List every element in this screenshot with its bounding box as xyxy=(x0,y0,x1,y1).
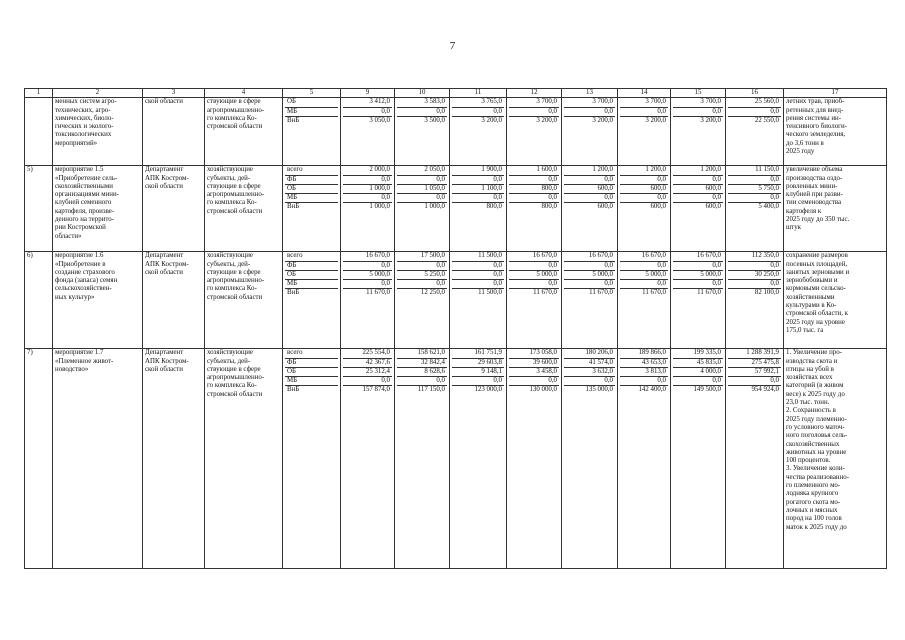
amount: 0,0 xyxy=(620,176,668,185)
amount: 173 058,0 xyxy=(509,349,559,358)
table-body xyxy=(25,98,887,569)
amount: 1 000,0 xyxy=(343,185,392,194)
funding-source-label: ВнБ xyxy=(287,289,300,297)
amount: 600,0 xyxy=(673,185,723,194)
amount: 600,0 xyxy=(597,203,613,211)
amount: 17 500,0 xyxy=(397,252,447,261)
funding-source-label: ОБ xyxy=(285,185,338,194)
amount: 0,0 xyxy=(728,176,781,185)
amount: 3 765,0 xyxy=(452,98,504,107)
amount: 1 900,0 xyxy=(452,166,504,175)
amount: 0,0 xyxy=(343,194,392,203)
header-cell: 5 xyxy=(283,89,341,98)
amount: 0,0 xyxy=(397,176,447,185)
amount: 0,0 xyxy=(620,377,668,386)
amount: 82 100,0 xyxy=(754,289,779,297)
value-cell xyxy=(507,166,562,252)
value-cell xyxy=(618,252,671,349)
measure-name: мероприятие 1.7 «Племенное живот- новодство» xyxy=(53,349,143,569)
value-cell xyxy=(341,98,395,166)
amount: 0,0 xyxy=(452,108,504,117)
value-cell xyxy=(671,98,726,166)
amount: 0,0 xyxy=(673,176,723,185)
header-cell: 2 xyxy=(53,89,143,98)
amount: 3 700,0 xyxy=(673,98,723,107)
amount: 43 653,0 xyxy=(620,359,668,368)
amount: 0,0 xyxy=(564,108,615,117)
amount: 0,0 xyxy=(343,108,392,117)
amount: 600,0 xyxy=(650,203,666,211)
value-cell xyxy=(726,349,784,569)
participants: хозяйствующие субъекты, дей- ствующие в сфере агропромышленно- го комплекса Ко- стромской области xyxy=(205,166,283,252)
value-cell xyxy=(671,166,726,252)
row-number: 5) xyxy=(25,166,53,252)
amount: 0,0 xyxy=(728,194,781,203)
amount: 0,0 xyxy=(728,108,781,117)
amount: 0,0 xyxy=(673,262,723,271)
amount: 0,0 xyxy=(564,377,615,386)
executor: Департамент АПК Костром- ской области xyxy=(143,349,205,569)
executor: ской области xyxy=(143,98,205,166)
funding-source xyxy=(283,166,341,252)
value-cell xyxy=(618,98,671,166)
participants: хозяйствующие субъекты, дей- ствующие в сфере агропромышленно- го комплекса Ко- стромской области xyxy=(205,252,283,349)
amount: 800,0 xyxy=(509,185,559,194)
amount: 0,0 xyxy=(397,194,447,203)
executor: Департамент АПК Костром- ской области xyxy=(143,252,205,349)
amount: 3 200,0 xyxy=(645,116,666,124)
program-table xyxy=(24,88,887,569)
funding-source-label: МБ xyxy=(285,280,338,289)
amount: 0,0 xyxy=(673,377,723,386)
header-cell: 16 xyxy=(726,89,784,98)
expected-result: увеличение объема производства оздо- ровленных мини- клубней при разви- тии семеноводства картофеля к 2025 году до 350 тыс. штук xyxy=(784,166,887,252)
amount: 0,0 xyxy=(564,262,615,271)
amount: 11 670,0 xyxy=(366,289,390,297)
amount: 11 670,0 xyxy=(533,289,557,297)
value-cell xyxy=(726,166,784,252)
funding-source-label: всего xyxy=(285,252,338,261)
amount: 9 148,1 xyxy=(452,368,504,377)
amount: 5 250,0 xyxy=(397,271,447,280)
amount: 29 603,8 xyxy=(452,359,504,368)
amount: 41 574,0 xyxy=(564,359,615,368)
amount: 135 000,0 xyxy=(585,386,613,394)
value-cell xyxy=(450,349,507,569)
header-cell: 13 xyxy=(562,89,618,98)
header-cell: 4 xyxy=(205,89,283,98)
amount: 130 000,0 xyxy=(529,386,557,394)
amount: 157 874,0 xyxy=(362,386,390,394)
value-cell xyxy=(507,252,562,349)
amount: 1 050,0 xyxy=(397,185,447,194)
amount: 0,0 xyxy=(509,377,559,386)
column-number-header xyxy=(25,89,887,98)
amount: 3 583,0 xyxy=(397,98,447,107)
amount: 0,0 xyxy=(673,280,723,289)
amount: 3 200,0 xyxy=(700,116,721,124)
funding-source-label: ФБ xyxy=(285,176,338,185)
measure-name: мероприятие 1.6 «Приобретение в создание страхового фонда (запаса) семян сельскохозяйствен- ных культур» xyxy=(53,252,143,349)
value-cell xyxy=(562,98,618,166)
header-cell: 9 xyxy=(341,89,395,98)
value-cell xyxy=(671,252,726,349)
funding-source xyxy=(283,98,341,166)
amount: 800,0 xyxy=(541,203,557,211)
amount: 0,0 xyxy=(343,377,392,386)
amount: 22 550,0 xyxy=(754,116,779,124)
amount: 5 000,0 xyxy=(620,271,668,280)
amount: 199 335,0 xyxy=(673,349,723,358)
amount: 4 000,0 xyxy=(673,368,723,377)
measure-name: мероприятие 1.5 «Приобретение сель- скохозяйственными организациями мини- клубней семенного картофеля, произве- денного на террито- рии Костромской области» xyxy=(53,166,143,252)
amount: 1 288 391,9 xyxy=(728,349,781,358)
amount: 42 367,6 xyxy=(343,359,392,368)
amount: 11 670,0 xyxy=(697,289,721,297)
amount: 3 200,0 xyxy=(592,116,613,124)
amount: 800,0 xyxy=(486,203,502,211)
funding-source-label: всего xyxy=(285,166,338,175)
amount: 3 200,0 xyxy=(481,116,502,124)
funding-source xyxy=(283,252,341,349)
amount: 0,0 xyxy=(397,262,447,271)
header-cell: 14 xyxy=(618,89,671,98)
amount: 0,0 xyxy=(673,108,723,117)
amount: 8 628,6 xyxy=(397,368,447,377)
value-cell xyxy=(507,98,562,166)
amount: 189 866,0 xyxy=(620,349,668,358)
amount: 3 700,0 xyxy=(620,98,668,107)
table-row xyxy=(25,349,887,569)
amount: 0,0 xyxy=(452,194,504,203)
participants: хозяйствующие субъекты, дей- ствующие в сфере агропромышленно- го комплекса Ко- стромской области xyxy=(205,349,283,569)
funding-source-label: ОБ xyxy=(285,271,338,280)
amount: 25 312,4 xyxy=(343,368,392,377)
row-number: 7) xyxy=(25,349,53,569)
header-cell: 3 xyxy=(143,89,205,98)
amount: 11 150,0 xyxy=(728,166,781,175)
amount: 0,0 xyxy=(620,280,668,289)
amount: 600,0 xyxy=(564,185,615,194)
funding-source-label: МБ xyxy=(285,194,338,203)
funding-source-label: МБ xyxy=(285,377,338,386)
amount: 45 835,0 xyxy=(673,359,723,368)
value-cell xyxy=(726,252,784,349)
amount: 0,0 xyxy=(343,176,392,185)
header-cell: 12 xyxy=(507,89,562,98)
amount: 1 600,0 xyxy=(509,166,559,175)
amount: 5 000,0 xyxy=(673,271,723,280)
amount: 0,0 xyxy=(620,194,668,203)
value-cell xyxy=(395,349,450,569)
funding-source-label: МБ xyxy=(285,108,338,117)
amount: 112 350,0 xyxy=(728,252,781,261)
table-row xyxy=(25,98,887,166)
amount: 3 458,0 xyxy=(509,368,559,377)
table-row xyxy=(25,252,887,349)
amount: 600,0 xyxy=(705,203,721,211)
funding-source-label: всего xyxy=(285,349,338,358)
amount: 123 000,0 xyxy=(474,386,502,394)
amount: 5 000,0 xyxy=(343,271,392,280)
header-cell: 17 xyxy=(784,89,887,98)
amount: 0,0 xyxy=(509,262,559,271)
value-cell xyxy=(395,98,450,166)
value-cell xyxy=(395,166,450,252)
amount: 0,0 xyxy=(564,280,615,289)
amount: 1 200,0 xyxy=(564,166,615,175)
amount: 11 500,0 xyxy=(452,252,504,261)
amount: 0,0 xyxy=(728,280,781,289)
amount: 0,0 xyxy=(397,377,447,386)
table-row xyxy=(25,166,887,252)
amount: 2 000,0 xyxy=(343,166,392,175)
amount: 11 670,0 xyxy=(589,289,613,297)
funding-source-label: ВнБ xyxy=(287,203,300,211)
amount: 161 751,9 xyxy=(452,349,504,358)
amount: 0,0 xyxy=(564,194,615,203)
amount: 0,0 xyxy=(397,108,447,117)
funding-source-label: ОБ xyxy=(285,98,338,107)
amount: 0,0 xyxy=(509,108,559,117)
value-cell xyxy=(507,349,562,569)
value-cell xyxy=(562,166,618,252)
value-cell xyxy=(450,98,507,166)
amount: 16 670,0 xyxy=(343,252,392,261)
amount: 954 924,0 xyxy=(751,386,779,394)
value-cell xyxy=(341,166,395,252)
amount: 5 400,0 xyxy=(758,203,779,211)
amount: 0,0 xyxy=(728,377,781,386)
amount: 225 554,0 xyxy=(343,349,392,358)
amount: 1 000,0 xyxy=(424,203,445,211)
amount: 158 621,0 xyxy=(397,349,447,358)
page-number: 7 xyxy=(449,40,456,52)
funding-source xyxy=(283,349,341,569)
header-cell: 15 xyxy=(671,89,726,98)
funding-source-label: ФБ xyxy=(285,262,338,271)
row-number: 6) xyxy=(25,252,53,349)
value-cell xyxy=(395,252,450,349)
amount: 3 500,0 xyxy=(424,116,445,124)
amount: 600,0 xyxy=(620,185,668,194)
amount: 0,0 xyxy=(452,271,504,280)
amount: 0,0 xyxy=(452,280,504,289)
amount: 12 250,0 xyxy=(420,289,445,297)
value-cell xyxy=(671,349,726,569)
funding-source-label: ФБ xyxy=(285,359,338,368)
amount: 39 600,0 xyxy=(509,359,559,368)
amount: 0,0 xyxy=(620,262,668,271)
amount: 142 400,0 xyxy=(638,386,666,394)
amount: 30 250,0 xyxy=(728,271,781,280)
amount: 1 200,0 xyxy=(620,166,668,175)
amount: 3 200,0 xyxy=(536,116,557,124)
amount: 1 200,0 xyxy=(673,166,723,175)
executor: Департамент АПК Костром- ской области xyxy=(143,166,205,252)
funding-source-label: ВнБ xyxy=(287,116,300,124)
amount: 0,0 xyxy=(452,262,504,271)
header-cell: 10 xyxy=(395,89,450,98)
value-cell xyxy=(618,349,671,569)
value-cell xyxy=(618,166,671,252)
amount: 3 050,0 xyxy=(369,116,390,124)
amount: 0,0 xyxy=(343,280,392,289)
amount: 3 700,0 xyxy=(509,98,559,107)
amount: 32 842,4 xyxy=(397,359,447,368)
value-cell xyxy=(450,252,507,349)
value-cell xyxy=(450,166,507,252)
amount: 0,0 xyxy=(509,176,559,185)
amount: 117 150,0 xyxy=(417,386,445,394)
expected-result: летних трав, приоб- ретенных для внед- рения системы ин- тенсивного биологи- ческого земледелия, до 3,6 тонн в 2025 году xyxy=(784,98,887,166)
amount: 0,0 xyxy=(564,176,615,185)
value-cell xyxy=(562,349,618,569)
amount: 0,0 xyxy=(452,176,504,185)
header-cell: 1 xyxy=(25,89,53,98)
funding-source-label: ВнБ xyxy=(287,386,300,394)
amount: 0,0 xyxy=(509,194,559,203)
value-cell xyxy=(562,252,618,349)
value-cell xyxy=(341,252,395,349)
amount: 0,0 xyxy=(509,280,559,289)
value-cell xyxy=(726,98,784,166)
amount: 0,0 xyxy=(343,262,392,271)
amount: 3 700,0 xyxy=(564,98,615,107)
amount: 0,0 xyxy=(452,377,504,386)
amount: 16 670,0 xyxy=(509,252,559,261)
participants: ствующие в сфере агропромышленно- го комплекса Ко- стромской области xyxy=(205,98,283,166)
amount: 3 813,0 xyxy=(620,368,668,377)
amount: 16 670,0 xyxy=(620,252,668,261)
header-cell: 11 xyxy=(450,89,507,98)
amount: 11 670,0 xyxy=(642,289,666,297)
measure-name: менных систем агро- технических, агро- химических, биоло- гических и эколого- токсикологических мероприятий» xyxy=(53,98,143,166)
amount: 25 560,0 xyxy=(728,98,781,107)
amount: 3 412,0 xyxy=(343,98,392,107)
amount: 16 670,0 xyxy=(673,252,723,261)
amount: 57 992,1 xyxy=(728,368,781,377)
value-cell xyxy=(341,349,395,569)
amount: 5 000,0 xyxy=(509,271,559,280)
amount: 3 632,0 xyxy=(564,368,615,377)
amount: 1 000,0 xyxy=(369,203,390,211)
amount: 5 750,0 xyxy=(728,185,781,194)
amount: 275 475,8 xyxy=(728,359,781,368)
amount: 180 206,0 xyxy=(564,349,615,358)
amount: 5 000,0 xyxy=(564,271,615,280)
amount: 0,0 xyxy=(728,262,781,271)
amount: 149 500,0 xyxy=(693,386,721,394)
amount: 16 670,0 xyxy=(564,252,615,261)
row-number xyxy=(25,98,53,166)
amount: 0,0 xyxy=(620,108,668,117)
funding-source-label: ОБ xyxy=(285,368,338,377)
amount: 2 050,0 xyxy=(397,166,447,175)
amount: 1 100,0 xyxy=(452,185,504,194)
expected-result: сохранение размеров посевных площадей, занятых зерновыми и зернобобовыми и кормовыми сельско- хозяйственными культурами в Ко- стромской области, к 2025 году на уровне 175,0 тыс. га xyxy=(784,252,887,349)
amount: 11 500,0 xyxy=(478,289,502,297)
expected-result: 1. Увеличение про- изводства скота и птицы на убой в хозяйствах всех категорий (в живом весе) к 2025 году до 23,0 тыс. тонн. 2. Сохранность в 2025 году племенно- го условного маточ- ного поголовья сель- скохозяйственных животных на уровне 100 процентов. 3. Увеличение коли- чества реализованно- го племенного мо- лодняка крупного рогатого скота мо- лочных и мясных пород на 100 голов маток к 2025 году до xyxy=(784,349,887,569)
amount: 0,0 xyxy=(673,194,723,203)
amount: 0,0 xyxy=(397,280,447,289)
